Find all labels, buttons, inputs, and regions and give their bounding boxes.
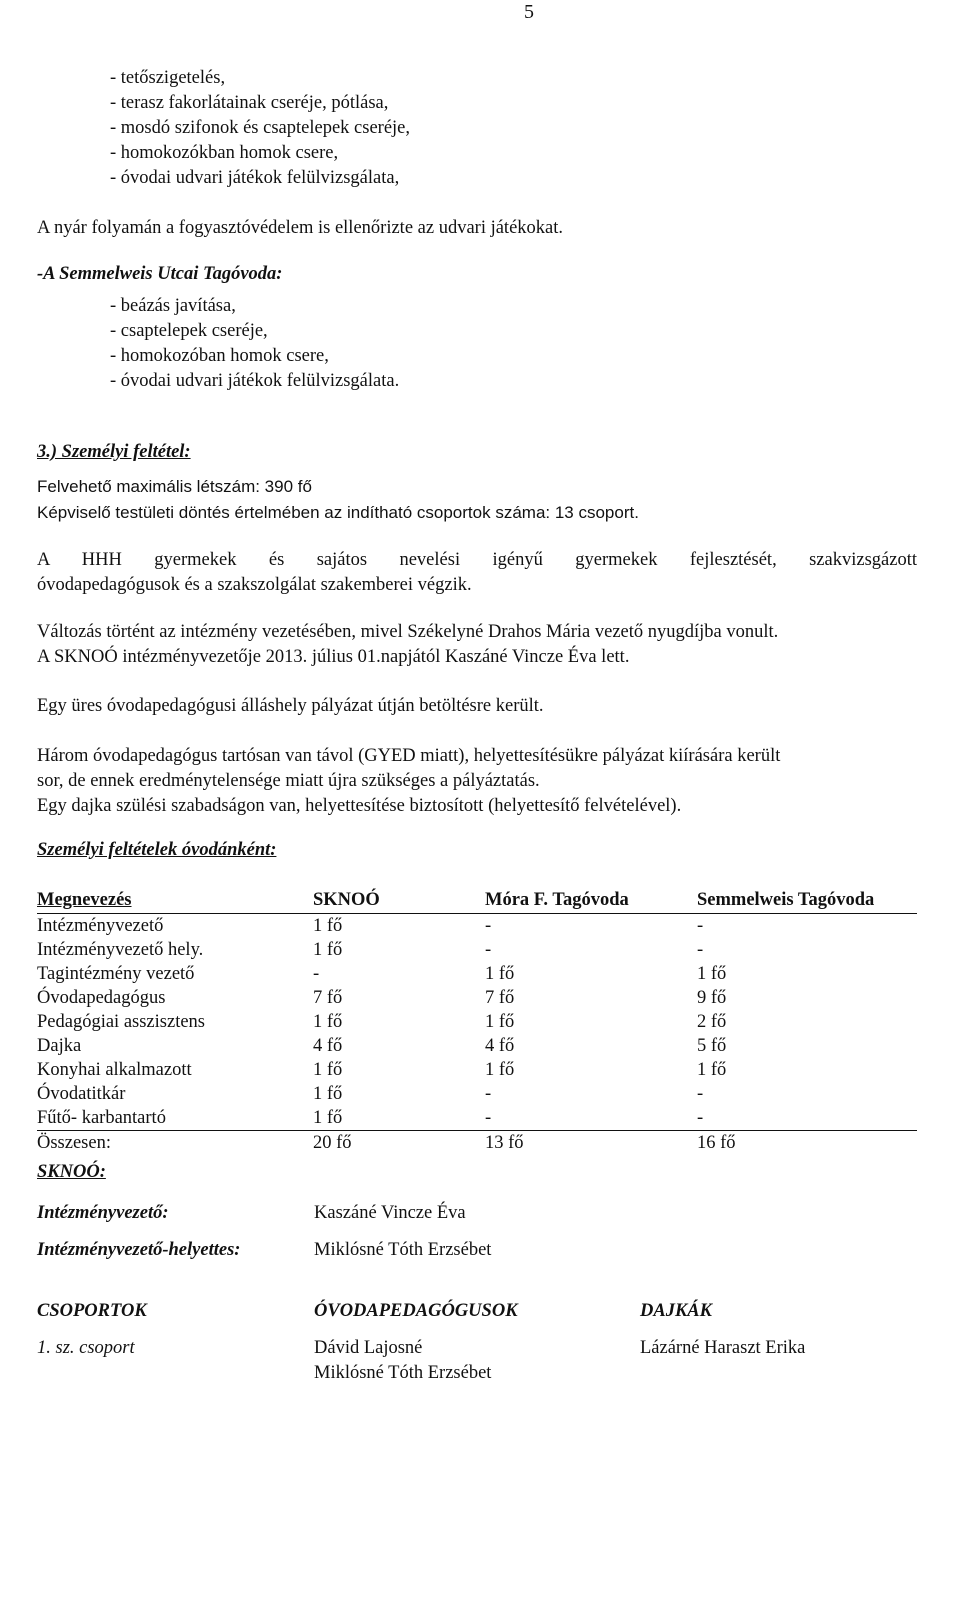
header-megnevezes: Megnevezés [37, 887, 313, 914]
absence-paragraph [37, 744, 917, 819]
change-line-2: A SKNOÓ intézményvezetője 2013. július 01.napjától Kaszáné Vincze Éva lett. [37, 647, 630, 667]
vacancy-note: Egy üres óvodapedagógusi álláshely pályázat útján betöltésre került. [37, 696, 544, 716]
deputy-role: Intézményvezető-helyettes: [37, 1240, 241, 1260]
table-total-row [37, 1131, 917, 1156]
group-count: Képviselő testületi döntés értelmében az indítható csoportok száma: 13 csoport. [37, 503, 639, 522]
table-row [37, 1106, 917, 1131]
table-cell: - [485, 1084, 492, 1104]
list-item: - terasz fakorlátainak cseréje, pótlása, [110, 93, 389, 113]
list-item: - óvodai udvari játékok felülvizsgálata. [110, 371, 400, 391]
hhh-line-2: óvodapedagógusok és a szakszolgálat szakemberei végzik. [37, 575, 472, 595]
table-cell: Fűtő- karbantartó [37, 1106, 313, 1131]
total-sknoo: 20 fő [313, 1133, 352, 1153]
table-cell: 4 fő [313, 1036, 343, 1056]
table-cell: 7 fő [313, 988, 343, 1008]
header-semmelweis: Semmelweis Tagóvoda [697, 887, 917, 914]
table-cell: Pedagógiai asszisztens [37, 1012, 205, 1032]
table-row [37, 1058, 917, 1082]
total-mora: 13 fő [485, 1133, 524, 1153]
group-1-name: 1. sz. csoport [37, 1338, 135, 1358]
group-1-teacher: Miklósné Tóth Erzsébet [314, 1363, 492, 1383]
groups-header: CSOPORTOK [37, 1301, 147, 1321]
table-row [37, 1082, 917, 1106]
table-cell: - [697, 916, 704, 936]
list-item: - csaptelepek cseréje, [110, 321, 268, 341]
table-cell: Intézményvezető hely. [37, 940, 204, 960]
summer-note: A nyár folyamán a fogyasztóvédelem is ellenőrizte az udvari játékokat. [37, 218, 564, 238]
header-mora: Móra F. Tagóvoda [485, 887, 697, 914]
table-cell: 1 fő [313, 1084, 343, 1104]
section-3-heading: 3.) Személyi feltétel: [37, 442, 191, 462]
table-cell: Dajka [37, 1036, 82, 1056]
hhh-line-1: A HHH gyermekek és sajátos nevelési igényű gyermekek fejlesztését, szakvizsgázott [37, 550, 917, 570]
table-cell: - [485, 916, 492, 936]
table-cell: 1 fő [313, 1106, 485, 1131]
table-cell: Óvodatitkár [37, 1084, 126, 1104]
group-1-nurse: Lázárné Haraszt Erika [640, 1338, 806, 1358]
table-cell: 2 fő [697, 1012, 727, 1032]
nurses-header: DAJKÁK [640, 1301, 712, 1321]
table-row [37, 914, 917, 939]
staff-heading: Személyi feltételek óvodánként: [37, 840, 277, 860]
list-item: - homokozókban homok csere, [110, 143, 339, 163]
table-cell: Intézményvezető [37, 916, 164, 936]
list-item: - tetőszigetelés, [110, 68, 226, 88]
sknoo-heading: SKNOÓ: [37, 1162, 106, 1182]
table-cell: - [697, 1084, 704, 1104]
table-cell: - [485, 1106, 697, 1131]
table-cell: 1 fő [313, 940, 343, 960]
leader-role: Intézményvezető: [37, 1203, 169, 1223]
semmelweis-list [110, 294, 399, 394]
maintenance-list [110, 66, 410, 191]
deputy-name: Miklósné Tóth Erzsébet [314, 1240, 492, 1260]
absence-line-3: Egy dajka szülési szabadságon van, helyettesítése biztosított (helyettesítő felvételével). [37, 796, 682, 816]
table-cell: 1 fő [313, 1012, 343, 1032]
table-cell: 1 fő [697, 1060, 727, 1080]
table-row [37, 938, 917, 962]
absence-line-2: sor, de ennek eredménytelensége miatt újra szükséges a pályáztatás. [37, 771, 540, 791]
table-cell: - [697, 940, 704, 960]
table-row [37, 1010, 917, 1034]
table-cell: - [697, 1106, 917, 1131]
leadership-change-paragraph [37, 620, 917, 670]
table-header-row [37, 887, 917, 914]
max-headcount: Felvehető maximális létszám: 390 fő [37, 477, 312, 496]
table-cell: 1 fő [697, 964, 727, 984]
table-cell: 9 fő [697, 988, 727, 1008]
list-item: - homokozóban homok csere, [110, 346, 329, 366]
table-cell: 1 fő [485, 964, 515, 984]
table-cell: - [313, 964, 320, 984]
total-label: Összesen: [37, 1133, 111, 1153]
staff-table [37, 887, 917, 1155]
table-row [37, 1034, 917, 1058]
list-item: - mosdó szifonok és csaptelepek cseréje, [110, 118, 411, 138]
list-item: - óvodai udvari játékok felülvizsgálata, [110, 168, 400, 188]
table-row [37, 962, 917, 986]
teachers-header: ÓVODAPEDAGÓGUSOK [314, 1301, 518, 1321]
total-semmelweis: 16 fő [697, 1133, 736, 1153]
table-cell: 4 fő [485, 1036, 515, 1056]
semmelweis-heading: -A Semmelweis Utcai Tagóvoda: [37, 264, 283, 284]
table-cell: Konyhai alkalmazott [37, 1060, 192, 1080]
table-row [37, 986, 917, 1010]
table-cell: 1 fő [485, 1060, 515, 1080]
table-cell: Óvodapedagógus [37, 988, 166, 1008]
table-cell: 1 fő [313, 916, 343, 936]
hhh-paragraph [37, 548, 917, 598]
table-cell: 7 fő [485, 988, 515, 1008]
header-sknoo: SKNOÓ [313, 887, 485, 914]
table-cell: Tagintézmény vezető [37, 964, 195, 984]
absence-line-1: Három óvodapedagógus tartósan van távol (GYED miatt), helyettesítésükre pályázat kiírására került [37, 746, 781, 766]
table-cell: 5 fő [697, 1036, 727, 1056]
list-item: - beázás javítása, [110, 296, 236, 316]
table-cell: 1 fő [313, 1060, 343, 1080]
change-line-1: Változás történt az intézmény vezetésében, mivel Székelyné Drahos Mária vezető nyugdíjba vonult. [37, 622, 779, 642]
table-cell: - [485, 940, 492, 960]
group-1-teacher: Dávid Lajosné [314, 1338, 423, 1358]
table-cell: 1 fő [485, 1012, 515, 1032]
page-number: 5 [524, 1, 534, 23]
leader-name: Kaszáné Vincze Éva [314, 1203, 466, 1223]
